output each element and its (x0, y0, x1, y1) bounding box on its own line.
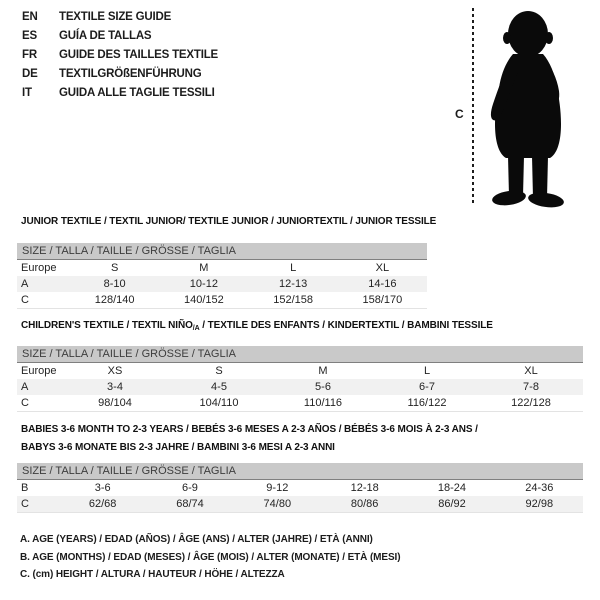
size-bar-label: SIZE / TALLA / TAILLE / GRÖSSE / TAGLIA (17, 243, 427, 260)
cell: 8-10 (70, 276, 159, 292)
legend-line-b: B. AGE (MONTHS) / EDAD (MESES) / ÂGE (MOIS) / ALTER (MONATE) / ETÀ (MESI) (20, 551, 401, 563)
cell: 74/80 (234, 496, 321, 513)
cell: 110/116 (303, 397, 343, 409)
babies-title-line2: BABYS 3-6 MONATE BIS 2-3 JAHRE / BAMBINI 3-6 MESI A 2-3 ANNI (21, 442, 335, 453)
lang-row-es (22, 27, 218, 46)
cell: 12-18 (350, 482, 379, 494)
row-label: C (17, 496, 59, 513)
lang-label: GUIDA ALLE TAGLIE TESSILI (59, 87, 215, 99)
cell: 18-24 (437, 482, 467, 494)
lang-code: EN (22, 11, 38, 23)
children-section-title (21, 320, 493, 332)
cell: 3-4 (63, 379, 167, 395)
cell: 80/86 (321, 496, 408, 513)
children-title-subscript: /A (192, 325, 200, 332)
col-header: L (423, 365, 431, 377)
lang-row-en (22, 8, 218, 27)
legend-line-c: C. (cm) HEIGHT / ALTURA / HAUTEUR / HÖHE / ALTEZZA (20, 569, 285, 580)
cell: 152/158 (273, 294, 313, 306)
cell: 128/140 (94, 294, 135, 306)
col-header: M (318, 365, 328, 377)
children-title-suffix: / TEXTILE DES ENFANTS / KINDERTEXTIL / BAMBINI TESSILE (199, 320, 493, 331)
cell: 140/152 (183, 294, 224, 306)
cell: 6-9 (182, 482, 198, 494)
cell: 5-6 (271, 379, 375, 395)
cell: 158/170 (362, 294, 403, 306)
cell: 116/122 (407, 397, 447, 409)
table-row-a (17, 276, 427, 292)
col-header: XL (375, 262, 390, 274)
junior-size-table (17, 243, 427, 309)
children-title-prefix: CHILDREN'S TEXTILE / TEXTIL NIÑO (21, 320, 193, 331)
size-bar-label: SIZE / TALLA / TAILLE / GRÖSSE / TAGLIA (17, 346, 583, 363)
height-measure-dashed-line (472, 8, 474, 206)
cell: 92/98 (496, 496, 583, 513)
cell: 24-36 (525, 482, 554, 494)
col-header: S (215, 365, 223, 377)
cell: 9-12 (266, 482, 289, 494)
children-size-table (17, 346, 583, 412)
col-header: XL (524, 365, 538, 377)
col-header: L (290, 262, 297, 274)
babies-section-title (21, 421, 541, 457)
size-bar-row (17, 243, 427, 260)
col-header: XS (107, 365, 123, 377)
height-measure-label: C (455, 107, 464, 121)
cell: 3-6 (94, 482, 111, 494)
table-row-c (17, 292, 427, 309)
row-label: C (21, 294, 29, 306)
col-header: S (110, 262, 119, 274)
col-header: Europe (21, 262, 57, 274)
baby-silhouette-icon (482, 8, 574, 208)
measurement-legend (20, 531, 400, 584)
table-row-a (17, 379, 583, 395)
lang-label: GUIDE DES TAILLES TEXTILE (59, 49, 218, 61)
language-header (22, 8, 218, 103)
table-row-c (17, 395, 583, 412)
cell: 68/74 (146, 496, 233, 513)
column-header-row (17, 260, 427, 277)
cell: 10-12 (159, 276, 248, 292)
cell: 6-7 (375, 379, 479, 395)
lang-row-de (22, 65, 218, 84)
lang-row-fr (22, 46, 218, 65)
junior-section-title: JUNIOR TEXTILE / TEXTIL JUNIOR/ TEXTILE JUNIOR / JUNIORTEXTIL / JUNIOR TESSILE (21, 216, 437, 227)
cell: 7-8 (479, 379, 583, 395)
col-header: Europe (21, 365, 57, 377)
size-bar-label: SIZE / TALLA / TAILLE / GRÖSSE / TAGLIA (17, 463, 583, 480)
row-label: B (21, 482, 29, 494)
lang-code: ES (22, 30, 37, 42)
cell: 86/92 (408, 496, 495, 513)
col-header: M (199, 262, 209, 274)
lang-code: IT (22, 87, 32, 99)
lang-code: FR (22, 49, 37, 61)
row-label: C (21, 397, 29, 409)
cell: 62/68 (59, 496, 146, 513)
size-bar-row (17, 346, 583, 363)
cell: 122/128 (511, 397, 551, 409)
row-label: A (17, 379, 63, 395)
cell: 98/104 (98, 397, 132, 409)
lang-label: GUÍA DE TALLAS (59, 30, 152, 42)
cell: 12-13 (249, 276, 338, 292)
cell: 4-5 (167, 379, 271, 395)
legend-line-a: A. AGE (YEARS) / EDAD (AÑOS) / ÂGE (ANS) / ALTER (JAHRE) / ETÀ (ANNI) (20, 534, 373, 545)
size-bar-row (17, 463, 583, 480)
table-row-b (17, 480, 583, 497)
lang-code: DE (22, 68, 38, 80)
babies-size-table (17, 463, 583, 513)
cell: 104/110 (199, 397, 239, 409)
lang-label: TEXTILGRÖßENFÜHRUNG (59, 68, 202, 80)
babies-title-line1: BABIES 3-6 MONTH TO 2-3 YEARS / BEBÉS 3-6 MESES A 2-3 AÑOS / BÉBÉS 3-6 MOIS À 2-3 ANS / (21, 424, 478, 435)
row-label: A (17, 276, 70, 292)
table-row-c (17, 496, 583, 513)
lang-row-it (22, 84, 218, 103)
column-header-row (17, 363, 583, 380)
cell: 14-16 (338, 276, 427, 292)
lang-label: TEXTILE SIZE GUIDE (59, 11, 172, 23)
